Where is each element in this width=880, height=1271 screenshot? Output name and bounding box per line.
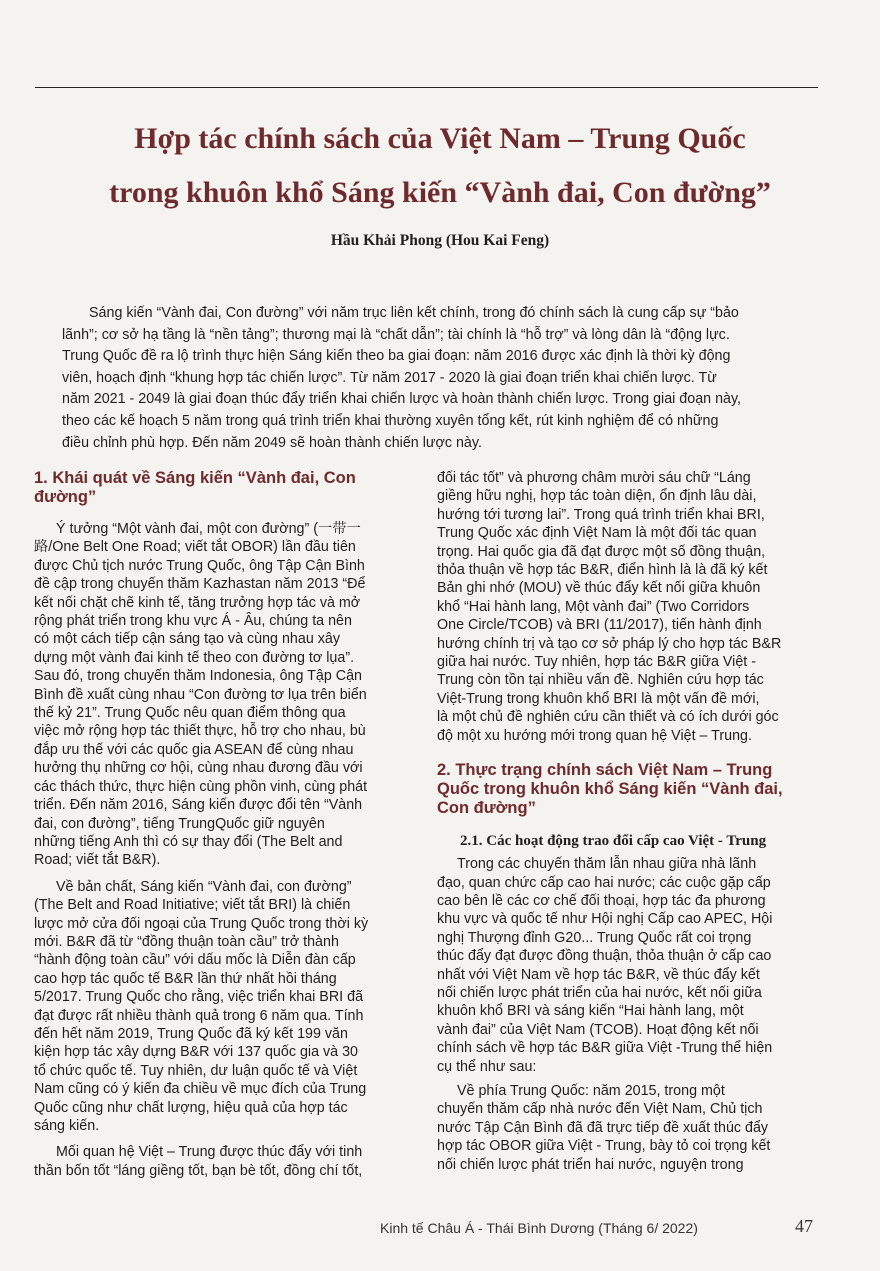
journal-footer: Kinh tế Châu Á - Thái Bình Dương (Tháng 6/ 2022) [380,1220,698,1236]
body-line: Sau đó, trong chuyến thăm Indonesia, ông Tập Cận [34,668,362,685]
body-line: Trung Quốc xác định Việt Nam là một đối tác quan [437,525,757,542]
body-line: Bình đề xuất cùng nhau “Con đường tơ lụa trên biển [34,686,367,703]
body-line: Road; viết tắt B&R). [34,852,161,869]
body-line: 路/One Belt One Road; viết tắt OBOR) lần đầu tiên [34,539,356,556]
body-line: được Chủ tịch nước Trung Quốc, ông Tập Cận Bình [34,557,365,574]
body-line: Việt-Trung trong khuôn khổ BRI là một vấn đề mới, [437,690,760,707]
body-line: vành đai” của Việt Nam (TCOB). Hoạt động kết nối [437,1021,759,1038]
body-line: đắp ưu thế với các quốc gia ASEAN để cùng nhau [34,741,354,758]
body-line: nghị Thượng đỉnh G20... Trung Quốc rất coi trọng [437,929,752,946]
body-line: Nam cũng có ý kiến đa chiều về mục đích của Trung [34,1081,367,1098]
body-line: đạo, quan chức cấp cao hai nước; các cuộc gặp cấp [437,874,771,891]
abstract-line: năm 2021 - 2049 là giai đoạn thúc đẩy triển khai chiến lược và hoàn thành chiến lược. Trong giai đoạn này, [62,391,742,408]
body-line: giềng hữu nghị, hợp tác toàn diện, ổn định lâu dài, [437,488,757,505]
article-title [40,112,840,220]
left-column [34,469,419,1180]
body-line: các thách thức, thực hiện cùng phồn vinh, cùng phát [34,778,368,795]
abstract-line: viên, hoạch định “khung hợp tác chiến lược”. Từ năm 2017 - 2020 là giai đoạn triển khai chiến lược. Từ [62,369,717,386]
body-line: tổ chức quốc tế. Tuy nhiên, dư luận quốc tế và Việt [34,1062,358,1079]
author: Hầu Khải Phong (Hou Kai Feng) [330,232,550,249]
body-line: thúc đẩy đạt được đồng thuận, thỏa thuận ở cấp cao [437,948,772,965]
body-line: là một chủ đề nghiên cứu cần thiết và có ích dưới góc [437,709,779,726]
body-line: cụ thể như sau: [437,1058,537,1075]
body-line: kết nối chặt chẽ kinh tế, tăng trưởng hợp tác và mở [34,594,361,611]
body-line: One Circle/TCOB) và BRI (11/2017), tiến hành định [437,617,762,634]
header-rule [35,87,818,88]
body-line: “hành động toàn cầu” với dấu mốc là Diễn đàn cấp [34,952,356,969]
body-line: (The Belt and Road Initiative; viết tắt BRI) là chiến [34,897,351,914]
right-column [437,469,822,1174]
section-1-heading: 1. Khái quát về Sáng kiến “Vành đai, Con đường” [34,469,356,506]
body-line: trọng. Hai quốc gia đã đạt được một số đồng thuận, [437,543,766,560]
body-line: giữa hai nước. Tuy nhiên, hợp tác B&R giữa Việt - [437,654,756,671]
body-line: Bản ghi nhớ (MOU) về thúc đẩy kết nối giữa khuôn [437,580,761,597]
body-line: hướng chính trị và tạo cơ sở pháp lý cho hợp tác B&R [437,635,782,652]
body-line: có một cách tiếp cận sáng tạo và cùng nhau xây [34,631,340,648]
body-line: kiện hợp tác xây dựng B&R với 137 quốc gia và 30 [34,1044,358,1061]
abstract-line: Sáng kiến “Vành đai, Con đường” với năm trục liên kết chính, trong đó chính sách là cung cấp sự “bảo [89,305,739,321]
section-2-heading: 2. Thực trạng chính sách Việt Nam – Trung Quốc trong khuôn khổ Sáng kiến “Vành đai, Con đường” [437,761,783,818]
body-line: cao bên lề các cơ chế đối thoại, hợp tác đa phương [437,892,766,909]
body-line: mới. B&R đã từ “đồng thuận toàn cầu” trở thành [34,933,339,950]
body-line: đề cập trong chuyến thăm Kazhastan năm 2013 “Để [34,576,366,593]
subsection-2-1-heading: 2.1. Các hoạt động trao đổi cấp cao Việt - Trung [460,833,767,850]
abstract [62,303,819,454]
body-line: hướng tới tương lai”. Trong quá trình triển khai BRI, [437,506,765,523]
body-line: khuôn khổ BRI và sáng kiến “Hai hành lang, một [437,1003,744,1020]
body-line: dựng một vành đai kinh tế theo con đường tơ lụa”. [34,649,355,666]
body-line: triển. Đến năm 2016, Sáng kiến được đổi tên “Vành [34,797,363,814]
body-line: Quốc cũng như chất lượng, hiệu quả của hợp tác [34,1099,348,1116]
body-line: 5/2017. Trung Quốc cho rằng, việc triển khai BRI đã [34,989,364,1006]
body-line: Ý tưởng “Một vành đai, một con đường” (一带一 [56,521,361,537]
body-line: việc mở rộng hợp tác thiết thực, hỗ trợ cho nhau, bù [34,723,366,740]
body-line: Về bản chất, Sáng kiến “Vành đai, con đường” [56,878,352,895]
abstract-line: lãnh”; cơ sở hạ tầng là “nền tảng”; thương mại là “chất dẫn”; tài chính là “hỗ trợ” và lòng dân là “động lực. [62,326,730,343]
body-line: cao hợp tác quốc tế B&R lần thứ nhất hồi tháng [34,970,337,987]
body-line: những tiếng Anh thì có sự thay đổi (The Belt and [34,833,343,850]
body-line: rộng phát triển trong khu vực Á - Âu, chúng ta nên [34,613,352,630]
abstract-line: điều chỉnh phù hợp. Đến năm 2049 sẽ hoàn thành chiến lược này. [62,434,482,451]
abstract-line: theo các kế hoạch 5 năm trong quá trình triển khai thường xuyên tổng kết, rút kinh nghiệm để có những [62,412,719,429]
body-line: chính sách về hợp tác B&R giữa Việt -Trung thể hiện [437,1040,773,1057]
body-line: nhất với Việt Nam về hợp tác B&R, về thúc đẩy kết [437,966,760,983]
body-line: lược mở cửa đối ngoại của Trung Quốc trong thời kỳ [34,915,369,932]
title-line-2: trong khuôn khổ Sáng kiến “Vành đai, Con đường” [109,176,771,209]
body-line: đạt được rất nhiều thành quả trong 6 năm qua. Tính [34,1007,364,1024]
body-line: hợp tác OBOR giữa Việt - Trung, bày tỏ coi trọng kết [437,1138,771,1155]
body-line: Mối quan hệ Việt – Trung được thúc đẩy với tinh [56,1144,363,1161]
body-line: độ một xu hướng mới trong quan hệ Việt – Trung. [437,727,752,744]
body-line: hưởng thụ những cơ hội, cùng nhau đương đầu với [34,760,363,777]
body-line: Trong các chuyến thăm lẫn nhau giữa nhà lãnh [457,856,757,873]
body-line: Về phía Trung Quốc: năm 2015, trong một [457,1082,725,1099]
body-line: nước Tập Cận Bình đã đã trực tiếp đề xuất thúc đẩy [437,1119,769,1136]
body-line: khu vực và quốc tế như Hội nghị Cấp cao APEC, Hội [437,911,773,928]
body-line: chuyến thăm cấp nhà nước đến Việt Nam, Chủ tịch [437,1101,763,1118]
page-number: 47 [795,1216,813,1236]
abstract-line: Trung Quốc đề ra lộ trình thực hiện Sáng kiến theo ba giai đoạn: năm 2016 được xác định là thời kỳ động [62,348,731,365]
body-line: nối chiến lược phát triển của hai nước, kết nối giữa [437,984,762,1001]
body-line: thần bốn tốt “láng giềng tốt, bạn bè tốt, đồng chí tốt, [34,1162,363,1179]
body-line: khổ “Hai hành lang, Một vành đai” (Two Corridors [437,598,750,615]
body-line: đối tác tốt” và phương châm mười sáu chữ “Láng [437,470,751,486]
body-line: đến hết năm 2019, Trung Quốc đã ký kết 199 văn [34,1025,348,1042]
body-line: đai, con đường”, tiếng TrungQuốc giữ nguyên [34,815,325,832]
title-line-1: Hợp tác chính sách của Việt Nam – Trung Quốc [134,122,746,155]
body-line: thế kỷ 21”. Trung Quốc nêu quan điểm thông qua [34,705,346,722]
body-line: thỏa thuận về hợp tác B&R, điển hình là là đã ký kết [437,562,768,579]
body-line: nối chiến lược phát triển hai nước, nguyện trong [437,1156,744,1173]
body-line: sáng kiến. [34,1118,100,1134]
body-line: Trung còn tồn tại nhiều vấn đề. Nghiên cứu hợp tác [437,672,764,689]
